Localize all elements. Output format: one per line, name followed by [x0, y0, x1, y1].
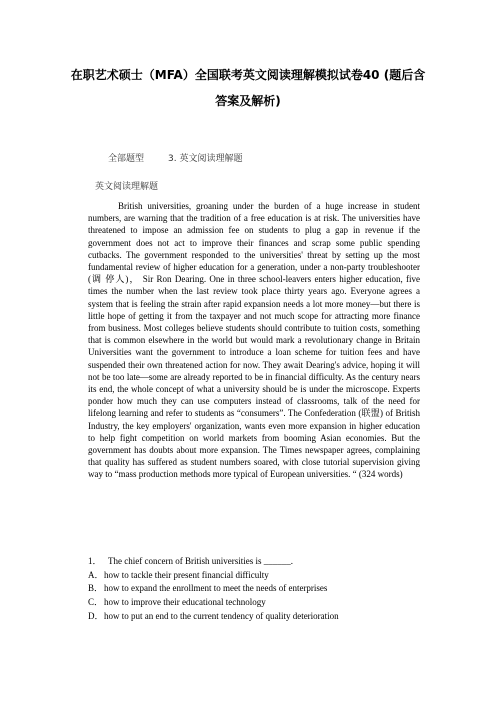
option-label: D． [88, 610, 104, 621]
reading-passage: British universities, groaning under the burden of a huge increase in student numbers, are warning that the tradition of a free education is at risk. The universities have threatened to impose an admission fee on students to plug a gap in revenue if the government does not act to improve their finances and scrap some public spending cutbacks. The government responded to the universities' threat by setting up the most fundamental review of higher education for a generation, under a non-party troubleshooter (调 停人)， Sir Ron Dearing. One in three school-leavers enters higher education, five times the number when the last review took place thirty years ago. Everyone agrees a system that is feeling the strain after rapid expansion needs a lot more money—but there is little hope of getting it from the taxpayer and not much scope for attracting more finance from business. Most colleges believe students should contribute to tuition costs, something that is common elsewhere in the world but would mark a revolutionary change in Britain Universities want the government to introduce a loan scheme for tuition fees and have suspended their own threatened action for now. They await Dearing's advice, hoping it will not be too late—some are already reported to be in financial difficulty. As the century nears its end, the whole concept of what a university should be is under the microscope. Experts ponder how much they can use computers instead of classrooms, talk of the need for lifelong learning and refer to students as “consumers”. The Confederation (联盟) of British Industry, the key employers' organization, wants even more expansion in higher education to help fight competition on world markets from booming Asian economies. But the government has doubts about more expansion. The Times newspaper agrees, complaining that quality has suffered as student numbers soared, with close tutorial supervision giving way to “mass production methods more typical of European universities. “ (324 words) [88, 201, 420, 480]
option-label: C． [88, 597, 104, 608]
option-c[interactable] [88, 596, 418, 610]
option-a[interactable] [88, 569, 418, 583]
option-b[interactable] [88, 582, 418, 596]
question-block [88, 555, 418, 624]
document-title: 在职艺术硕士（MFA）全国联考英文阅读理解模拟试卷40 (题后含答案及解析) [70, 68, 426, 108]
option-label: B． [88, 583, 104, 594]
question-type-label: 全部题型 [108, 154, 145, 164]
option-text: how to put an end to the current tendency of quality deterioration [104, 610, 339, 621]
question-stem: The chief concern of British universities is ______. [108, 556, 293, 566]
option-text: how to expand the enrollment to meet the needs of enterprises [104, 583, 328, 594]
option-label: A． [88, 569, 104, 580]
question-number: 1． [88, 556, 102, 566]
section-heading: 英文阅读理解题 [95, 182, 159, 192]
option-text: how to improve their educational technology [104, 597, 266, 608]
option-text: how to tackle their present financial difficulty [104, 569, 269, 580]
question-type-line [108, 151, 242, 164]
question-stem-row [88, 555, 418, 569]
option-d[interactable] [88, 610, 418, 624]
question-type-value: 3. 英文阅读理解题 [168, 154, 243, 164]
